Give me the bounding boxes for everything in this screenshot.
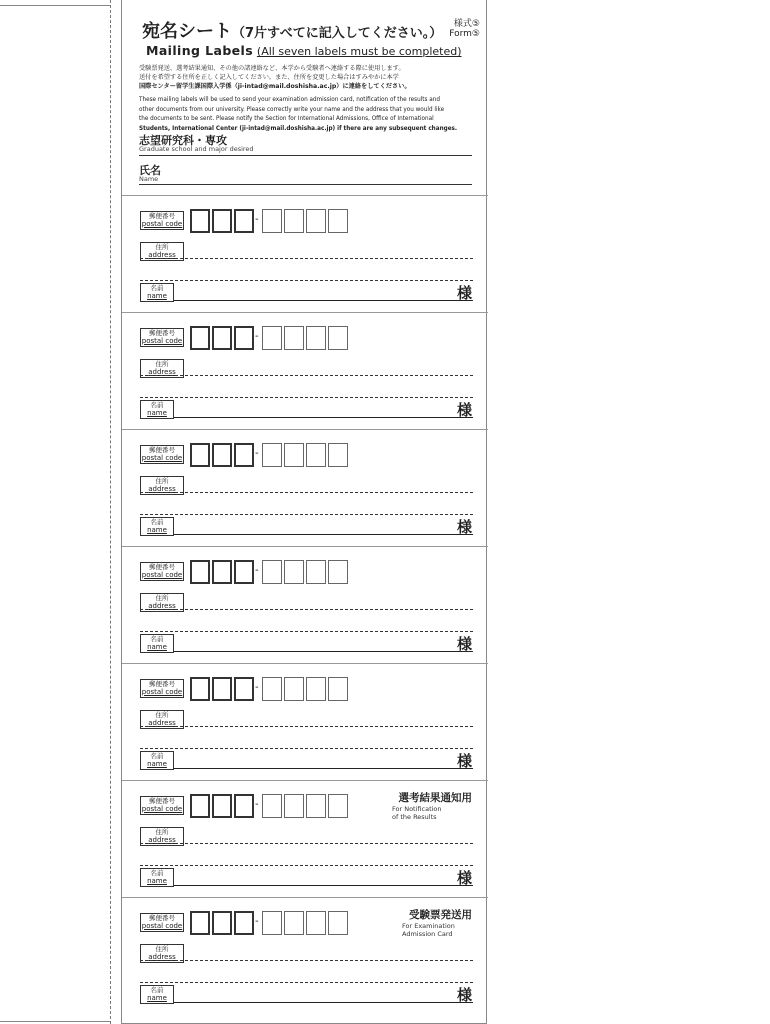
postal-code-tag-jp: 郵便番号 bbox=[149, 680, 175, 688]
name-line[interactable] bbox=[174, 768, 473, 769]
postal-digit-box[interactable] bbox=[262, 911, 282, 935]
postal-digit-box[interactable] bbox=[306, 911, 326, 935]
name-line[interactable] bbox=[174, 417, 473, 418]
cut-line-vertical bbox=[110, 0, 111, 1024]
name-tag-jp: 名前 bbox=[150, 401, 164, 409]
postal-digit-box[interactable] bbox=[234, 326, 254, 350]
mailing-label-admission bbox=[122, 898, 488, 1015]
name-tag bbox=[140, 868, 174, 887]
postal-digit-box[interactable] bbox=[284, 560, 304, 584]
honorific-sama: 様 bbox=[456, 284, 472, 302]
name-tag-jp: 名前 bbox=[150, 635, 164, 643]
postal-digit-box[interactable] bbox=[284, 794, 304, 818]
name-tag-en: name bbox=[147, 642, 167, 651]
purpose-label-jp: 受験票発送用 bbox=[409, 909, 472, 921]
postal-code-tag-jp: 郵便番号 bbox=[149, 212, 175, 220]
cut-line-horizontal bbox=[0, 5, 110, 6]
postal-digit-box[interactable] bbox=[212, 209, 232, 233]
address-tag-en: address bbox=[148, 718, 176, 727]
postal-dash: - bbox=[255, 565, 259, 576]
postal-digit-box[interactable] bbox=[234, 911, 254, 935]
postal-digit-box[interactable] bbox=[262, 209, 282, 233]
name-tag-jp: 名前 bbox=[150, 869, 164, 877]
honorific-sama: 様 bbox=[456, 752, 472, 770]
name-tag bbox=[140, 634, 174, 653]
address-line[interactable] bbox=[140, 514, 473, 515]
honorific-sama: 様 bbox=[456, 401, 472, 419]
name-line[interactable] bbox=[174, 300, 473, 301]
name-line[interactable] bbox=[174, 1002, 473, 1003]
honorific-sama: 様 bbox=[456, 635, 472, 653]
sheet-header bbox=[122, 0, 488, 196]
postal-digit-box[interactable] bbox=[262, 677, 282, 701]
address-line[interactable] bbox=[140, 492, 473, 493]
name-tag-en: name bbox=[147, 408, 167, 417]
postal-digit-box[interactable] bbox=[190, 911, 210, 935]
mailing-label bbox=[122, 313, 488, 430]
name-line[interactable] bbox=[174, 651, 473, 652]
purpose-label-jp: 選考結果通知用 bbox=[398, 792, 472, 804]
postal-dash: - bbox=[255, 214, 259, 225]
postal-digit-box[interactable] bbox=[212, 677, 232, 701]
honorific-sama: 様 bbox=[456, 518, 472, 536]
address-line[interactable] bbox=[140, 609, 473, 610]
postal-digit-box[interactable] bbox=[190, 443, 210, 467]
honorific-sama: 様 bbox=[456, 869, 472, 887]
postal-digit-box[interactable] bbox=[306, 326, 326, 350]
postal-code-tag-en: postal code bbox=[141, 921, 183, 930]
instructions-en-line: the documents to be sent. Please notify the Section for International Admissions, Office of International bbox=[139, 116, 434, 122]
postal-digit-box[interactable] bbox=[284, 911, 304, 935]
mailing-label-results bbox=[122, 781, 488, 898]
school-label-en: Graduate school and major desired bbox=[139, 145, 254, 153]
name-line[interactable] bbox=[174, 534, 473, 535]
postal-digit-box[interactable] bbox=[306, 443, 326, 467]
instructions-en-line: These mailing labels will be used to send your examination admission card, notification of the results and bbox=[139, 97, 441, 103]
address-tag-jp: 住所 bbox=[155, 711, 169, 719]
postal-code-tag bbox=[140, 562, 184, 581]
postal-digit-box[interactable] bbox=[190, 794, 210, 818]
address-line[interactable] bbox=[140, 960, 473, 961]
postal-code-tag-en: postal code bbox=[141, 219, 183, 228]
address-tag-en: address bbox=[148, 835, 176, 844]
postal-code-tag-jp: 郵便番号 bbox=[149, 446, 175, 454]
postal-dash: - bbox=[255, 448, 259, 459]
purpose-label-en-line: For Examination bbox=[402, 922, 455, 930]
postal-digit-box[interactable] bbox=[212, 326, 232, 350]
postal-digit-box[interactable] bbox=[190, 326, 210, 350]
postal-digit-box[interactable] bbox=[234, 794, 254, 818]
address-line[interactable] bbox=[140, 397, 473, 398]
postal-code-tag bbox=[140, 328, 184, 347]
address-tag-jp: 住所 bbox=[155, 594, 169, 602]
postal-code-tag bbox=[140, 679, 184, 698]
postal-digit-box[interactable] bbox=[234, 560, 254, 584]
instructions-en bbox=[139, 96, 475, 134]
postal-digit-box[interactable] bbox=[234, 677, 254, 701]
postal-digit-box[interactable] bbox=[212, 794, 232, 818]
postal-digit-box[interactable] bbox=[190, 677, 210, 701]
name-tag bbox=[140, 751, 174, 770]
purpose-label-en-line: For Notification bbox=[392, 805, 442, 813]
mailing-label bbox=[122, 547, 488, 664]
postal-digit-box[interactable] bbox=[328, 443, 348, 467]
postal-code-tag bbox=[140, 913, 184, 932]
address-tag-en: address bbox=[148, 367, 176, 376]
title-jp-instruction: （7片すべてに記入してください。） bbox=[232, 26, 443, 41]
instructions-en-line: Students, International Center (ji-intad@mail.doshisha.ac.jp) if there are any subsequent changes. bbox=[139, 125, 458, 132]
mailing-label bbox=[122, 430, 488, 547]
instructions-jp-line: 送付を希望する住所を正しく記入してください。また、住所を変更した場合はすみやかに本学 bbox=[139, 74, 399, 81]
name-tag-jp: 名前 bbox=[150, 518, 164, 526]
postal-digit-box[interactable] bbox=[328, 794, 348, 818]
name-tag-en: name bbox=[147, 291, 167, 300]
name-tag bbox=[140, 400, 174, 419]
name-tag bbox=[140, 985, 174, 1004]
address-line[interactable] bbox=[140, 843, 473, 844]
name-input-line[interactable] bbox=[139, 184, 472, 185]
postal-digit-box[interactable] bbox=[284, 326, 304, 350]
postal-digit-box[interactable] bbox=[328, 911, 348, 935]
postal-digit-box[interactable] bbox=[212, 560, 232, 584]
postal-digit-box[interactable] bbox=[306, 794, 326, 818]
form-number-jp: 様式⑤ bbox=[453, 19, 480, 29]
postal-dash: - bbox=[255, 682, 259, 693]
name-tag-en: name bbox=[147, 876, 167, 885]
postal-digit-box[interactable] bbox=[190, 209, 210, 233]
address-line[interactable] bbox=[140, 748, 473, 749]
postal-digit-box[interactable] bbox=[262, 560, 282, 584]
title-en-main: Mailing Labels bbox=[146, 43, 254, 58]
instructions-jp-line: 国際センター留学生課国際入学係（ji-intad@mail.doshisha.ac.jp）に連絡をしてください。 bbox=[139, 83, 411, 90]
address-line[interactable] bbox=[140, 280, 473, 281]
postal-code-tag-en: postal code bbox=[141, 453, 183, 462]
name-label-en: Name bbox=[139, 175, 159, 183]
name-tag bbox=[140, 517, 174, 536]
address-tag-jp: 住所 bbox=[155, 828, 169, 836]
title-jp-main: 宛名シート bbox=[142, 21, 232, 42]
mailing-label bbox=[122, 196, 488, 313]
name-tag-en: name bbox=[147, 525, 167, 534]
school-input-line[interactable] bbox=[139, 155, 472, 156]
postal-code-tag bbox=[140, 211, 184, 230]
postal-digit-box[interactable] bbox=[328, 560, 348, 584]
name-label-jp: 氏名 bbox=[139, 164, 161, 177]
address-tag-jp: 住所 bbox=[155, 945, 169, 953]
address-line[interactable] bbox=[140, 258, 473, 259]
address-line[interactable] bbox=[140, 631, 473, 632]
mailing-label bbox=[122, 664, 488, 781]
postal-code-tag-en: postal code bbox=[141, 687, 183, 696]
postal-digit-box[interactable] bbox=[306, 677, 326, 701]
postal-digit-box[interactable] bbox=[328, 209, 348, 233]
postal-code-tag-en: postal code bbox=[141, 570, 183, 579]
postal-dash: - bbox=[255, 331, 259, 342]
postal-digit-box[interactable] bbox=[284, 443, 304, 467]
address-line[interactable] bbox=[140, 375, 473, 376]
postal-digit-box[interactable] bbox=[306, 560, 326, 584]
postal-code-tag-en: postal code bbox=[141, 336, 183, 345]
address-tag-en: address bbox=[148, 952, 176, 961]
title-en bbox=[146, 43, 462, 58]
purpose-label-en-line: of the Results bbox=[392, 813, 437, 821]
postal-digit-box[interactable] bbox=[328, 677, 348, 701]
address-line[interactable] bbox=[140, 865, 473, 866]
purpose-label-en bbox=[392, 805, 442, 821]
postal-dash: - bbox=[255, 799, 259, 810]
honorific-sama: 様 bbox=[456, 986, 472, 1004]
postal-digit-box[interactable] bbox=[262, 794, 282, 818]
cut-line-horizontal bbox=[0, 1021, 110, 1022]
postal-digit-box[interactable] bbox=[212, 443, 232, 467]
name-tag-jp: 名前 bbox=[150, 284, 164, 292]
postal-digit-box[interactable] bbox=[306, 209, 326, 233]
postal-code-tag-jp: 郵便番号 bbox=[149, 563, 175, 571]
postal-code-tag bbox=[140, 445, 184, 464]
address-tag-jp: 住所 bbox=[155, 360, 169, 368]
address-tag-jp: 住所 bbox=[155, 477, 169, 485]
name-tag bbox=[140, 283, 174, 302]
name-tag-jp: 名前 bbox=[150, 986, 164, 994]
school-label-jp: 志望研究科・専攻 bbox=[139, 134, 227, 147]
address-tag-en: address bbox=[148, 250, 176, 259]
postal-digit-box[interactable] bbox=[284, 677, 304, 701]
postal-dash: - bbox=[255, 916, 259, 927]
postal-code-tag-jp: 郵便番号 bbox=[149, 329, 175, 337]
address-line[interactable] bbox=[140, 982, 473, 983]
postal-digit-box[interactable] bbox=[212, 911, 232, 935]
postal-digit-box[interactable] bbox=[262, 443, 282, 467]
title-en-note: (All seven labels must be completed) bbox=[256, 45, 462, 58]
name-tag-en: name bbox=[147, 759, 167, 768]
title-jp bbox=[142, 17, 442, 43]
instructions-jp bbox=[139, 64, 473, 91]
name-tag-jp: 名前 bbox=[150, 752, 164, 760]
postal-digit-box[interactable] bbox=[234, 209, 254, 233]
purpose-label-en-line: Admission Card bbox=[402, 930, 453, 938]
name-tag-en: name bbox=[147, 993, 167, 1002]
instructions-en-line: other documents from our university. Please correctly write your name and the address that you would like bbox=[139, 106, 445, 113]
address-tag-jp: 住所 bbox=[155, 243, 169, 251]
postal-code-tag bbox=[140, 796, 184, 815]
address-line[interactable] bbox=[140, 726, 473, 727]
postal-digit-box[interactable] bbox=[262, 326, 282, 350]
postal-digit-box[interactable] bbox=[284, 209, 304, 233]
address-tag-en: address bbox=[148, 484, 176, 493]
postal-code-tag-en: postal code bbox=[141, 804, 183, 813]
form-number bbox=[449, 19, 480, 39]
form-number-en: Form⑤ bbox=[449, 29, 480, 39]
purpose-label-en bbox=[402, 922, 455, 938]
instructions-jp-line: 受験票発送、選考結果通知、その他の諸連絡など、本学から受験者へ連絡する際に使用します。 bbox=[139, 65, 405, 72]
postal-code-tag-jp: 郵便番号 bbox=[149, 797, 175, 805]
address-tag-en: address bbox=[148, 601, 176, 610]
mailing-label-sheet bbox=[121, 0, 487, 1024]
postal-digit-box[interactable] bbox=[190, 560, 210, 584]
postal-digit-box[interactable] bbox=[328, 326, 348, 350]
postal-digit-box[interactable] bbox=[234, 443, 254, 467]
postal-code-tag-jp: 郵便番号 bbox=[149, 914, 175, 922]
name-line[interactable] bbox=[174, 885, 473, 886]
